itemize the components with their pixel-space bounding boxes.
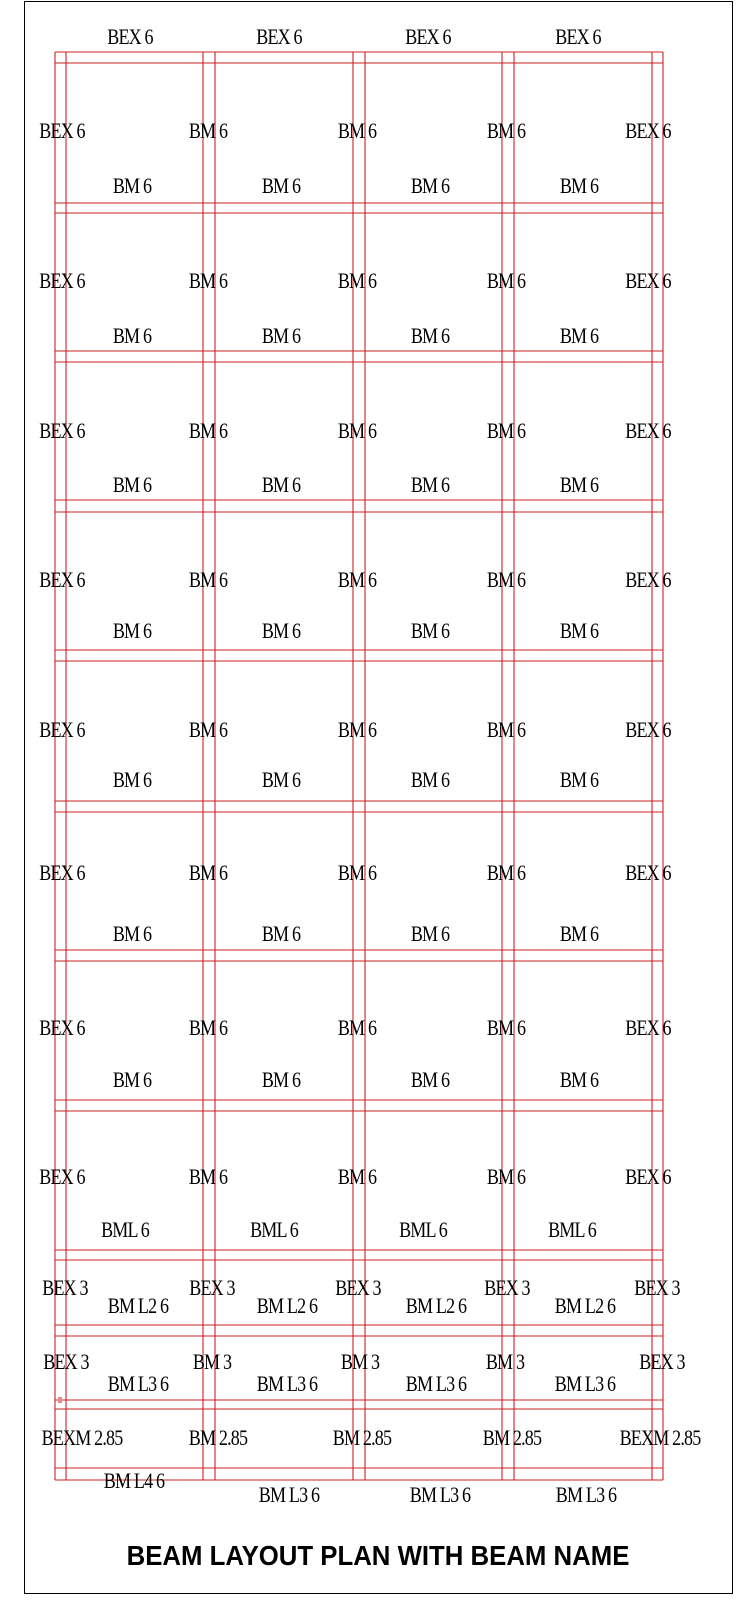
vertical-beam-label: BEX 6	[39, 1164, 85, 1189]
vertical-beam-label: BEX 6	[39, 268, 85, 293]
vertical-beam-label: BM 6	[486, 1015, 526, 1040]
vertical-beam-label: BEXM 2.85	[41, 1425, 123, 1450]
horizontal-beam-label: BM 6	[112, 921, 152, 946]
vertical-beam-label: BM 6	[188, 1164, 228, 1189]
horizontal-beam-label: BM 6	[112, 472, 152, 497]
top-beam-label: BEX 6	[405, 24, 451, 49]
vertical-beam-label: BM 6	[188, 118, 228, 143]
vertical-beam-label: BM 6	[337, 1164, 377, 1189]
vertical-beam-label: BEX 6	[625, 118, 671, 143]
vertical-beam-label: BEX 6	[39, 567, 85, 592]
horizontal-beam-label: BM 6	[410, 618, 450, 643]
vertical-beam-label: BM 6	[486, 717, 526, 742]
horizontal-beam-label: BM 6	[261, 1067, 301, 1092]
vertical-beam-label: BEX 6	[625, 1164, 671, 1189]
horizontal-beam-label: BM 6	[112, 618, 152, 643]
vertical-beam-label: BEX 3	[42, 1275, 88, 1300]
vertical-beam-label: BM 6	[337, 567, 377, 592]
horizontal-beam-label: BM 6	[410, 323, 450, 348]
vertical-beam-label: BM 2.85	[332, 1425, 392, 1450]
vertical-beam-label: BEX 6	[39, 118, 85, 143]
horizontal-beam-label: BM 6	[559, 921, 599, 946]
horizontal-beam-label: BM 6	[559, 472, 599, 497]
horizontal-beam-label: BM 6	[410, 472, 450, 497]
horizontal-beam-label: BM 6	[410, 1067, 450, 1092]
vertical-beam-label: BM 6	[188, 418, 228, 443]
vertical-beam-label: BEX 3	[189, 1275, 235, 1300]
vertical-beam-label: BEX 6	[625, 717, 671, 742]
vertical-beam-label: BEX 6	[39, 717, 85, 742]
horizontal-beam-label: BML 6	[399, 1217, 447, 1242]
vertical-beam-label: BM 6	[337, 1015, 377, 1040]
horizontal-beam-label: BM 6	[559, 1067, 599, 1092]
vertical-beam-label: BEX 6	[39, 418, 85, 443]
vertical-beam-label: BM 6	[337, 268, 377, 293]
top-beam-label: BEX 6	[555, 24, 601, 49]
vertical-beam-label: BM 3	[192, 1349, 232, 1374]
horizontal-beam-label: BM 6	[559, 323, 599, 348]
vertical-beam-label: BEX 3	[639, 1349, 685, 1374]
horizontal-beam-label: BM L3 6	[409, 1482, 471, 1507]
horizontal-beam-label: BM 6	[261, 767, 301, 792]
vertical-beam-label: BEX 3	[335, 1275, 381, 1300]
vertical-beam-label: BM 6	[486, 418, 526, 443]
vertical-beam-label: BM 6	[486, 567, 526, 592]
vertical-beam-label: BM 6	[486, 1164, 526, 1189]
horizontal-beam-label: BM L3 6	[258, 1482, 320, 1507]
horizontal-beam-label: BM 6	[559, 618, 599, 643]
vertical-beam-label: BM 6	[337, 860, 377, 885]
horizontal-beam-label: BM 6	[261, 472, 301, 497]
vertical-beam-label: BM 6	[188, 268, 228, 293]
horizontal-beam-label: BM L4 6	[103, 1468, 165, 1493]
horizontal-beam-label: BM 6	[261, 618, 301, 643]
horizontal-beam-label: BM 6	[559, 767, 599, 792]
vertical-beam-label: BM 6	[337, 118, 377, 143]
vertical-beam-label: BM 6	[188, 860, 228, 885]
vertical-beam-label: BM 6	[188, 1015, 228, 1040]
vertical-beam-label: BM 6	[337, 717, 377, 742]
horizontal-beam-label: BM 6	[112, 1067, 152, 1092]
horizontal-beam-label: BM 6	[410, 173, 450, 198]
horizontal-beam-label: BM 6	[559, 173, 599, 198]
horizontal-beam-label: BML 6	[548, 1217, 596, 1242]
vertical-beam-label: BEX 3	[484, 1275, 530, 1300]
vertical-beam-label: BM 6	[486, 268, 526, 293]
horizontal-beam-label: BM 6	[410, 921, 450, 946]
vertical-beam-label: BEX 3	[43, 1349, 89, 1374]
vertical-beam-label: BEX 6	[625, 268, 671, 293]
vertical-beam-label: BEXM 2.85	[619, 1425, 701, 1450]
horizontal-beam-label: BM 6	[410, 767, 450, 792]
horizontal-beam-label: BM L2 6	[405, 1293, 467, 1318]
horizontal-beam-label: BM L3 6	[555, 1482, 617, 1507]
vertical-beam-label: BM 2.85	[188, 1425, 248, 1450]
horizontal-beam-label: BM 6	[112, 173, 152, 198]
vertical-beam-label: BM 6	[486, 860, 526, 885]
horizontal-beam-label: BM L2 6	[554, 1293, 616, 1318]
horizontal-beam-label: BM 6	[112, 323, 152, 348]
vertical-beam-label: BM 6	[188, 567, 228, 592]
horizontal-beam-label: BM L3 6	[256, 1371, 318, 1396]
horizontal-beam-label: BM 6	[112, 767, 152, 792]
vertical-beam-label: BEX 6	[625, 418, 671, 443]
top-beam-label: BEX 6	[256, 24, 302, 49]
horizontal-beam-label: BM L2 6	[256, 1293, 318, 1318]
horizontal-beam-label: BM L2 6	[107, 1293, 169, 1318]
horizontal-beam-label: BM 6	[261, 323, 301, 348]
vertical-beam-label: BM 6	[337, 418, 377, 443]
horizontal-beam-label: BM 6	[261, 173, 301, 198]
vertical-beam-label: BEX 3	[634, 1275, 680, 1300]
horizontal-beam-label: BM L3 6	[554, 1371, 616, 1396]
vertical-beam-label: BM 6	[486, 118, 526, 143]
vertical-beam-label: BEX 6	[625, 1015, 671, 1040]
vertical-beam-label: BEX 6	[39, 860, 85, 885]
vertical-beam-label: BM 3	[485, 1349, 525, 1374]
horizontal-beam-label: BM L3 6	[405, 1371, 467, 1396]
vertical-beam-label: BM 2.85	[482, 1425, 542, 1450]
horizontal-beam-label: BML 6	[250, 1217, 298, 1242]
horizontal-beam-label: BML 6	[101, 1217, 149, 1242]
vertical-beam-label: BEX 6	[625, 860, 671, 885]
vertical-beam-label: BM 3	[340, 1349, 380, 1374]
drawing-title: BEAM LAYOUT PLAN WITH BEAM NAME	[126, 1540, 630, 1571]
horizontal-beam-label: BM 6	[261, 921, 301, 946]
top-beam-label: BEX 6	[107, 24, 153, 49]
vertical-beam-label: BEX 6	[625, 567, 671, 592]
vertical-beam-label: BM 6	[188, 717, 228, 742]
horizontal-beam-label: BM L3 6	[107, 1371, 169, 1396]
vertical-beam-label: BEX 6	[39, 1015, 85, 1040]
